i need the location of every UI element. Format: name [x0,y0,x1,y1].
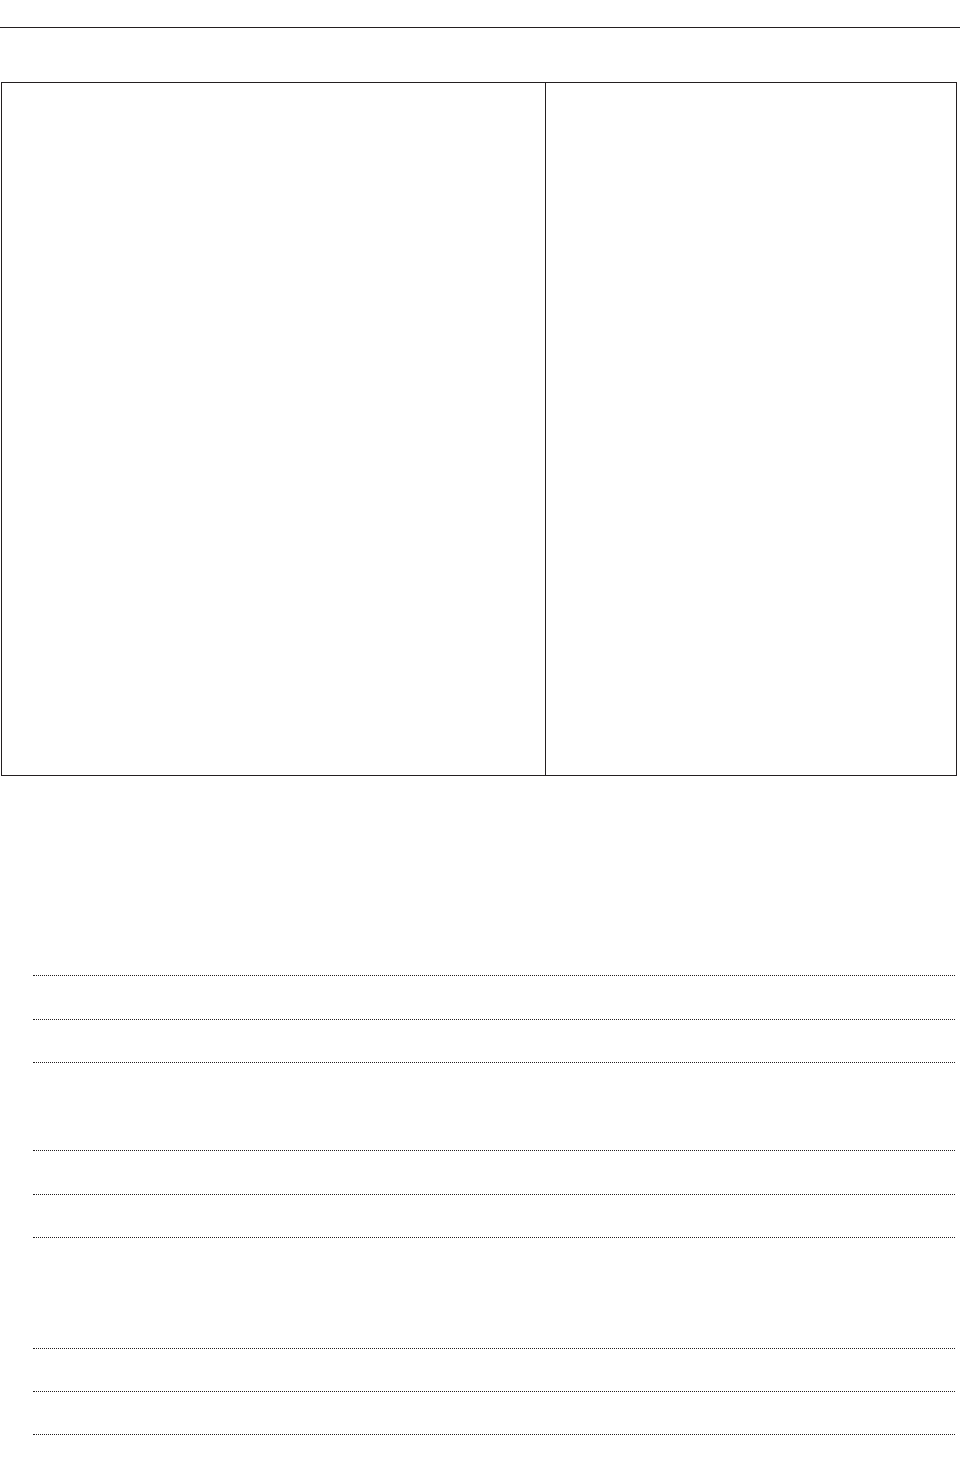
answer-line[interactable] [33,975,955,976]
answer-line[interactable] [33,1019,955,1020]
answer-line[interactable] [33,1150,955,1151]
answer-line[interactable] [33,1348,955,1349]
question-15 [2,808,34,830]
table-column-divider [545,83,546,775]
header-divider [0,27,960,28]
answer-line[interactable] [33,1237,955,1238]
rating-table [1,82,957,776]
answer-line[interactable] [33,1062,955,1063]
question-16 [2,916,34,938]
answer-line[interactable] [33,1194,955,1195]
answer-line[interactable] [33,1434,955,1435]
question-17 [2,1093,34,1115]
question-18 [2,1267,34,1289]
answer-line[interactable] [33,1391,955,1392]
